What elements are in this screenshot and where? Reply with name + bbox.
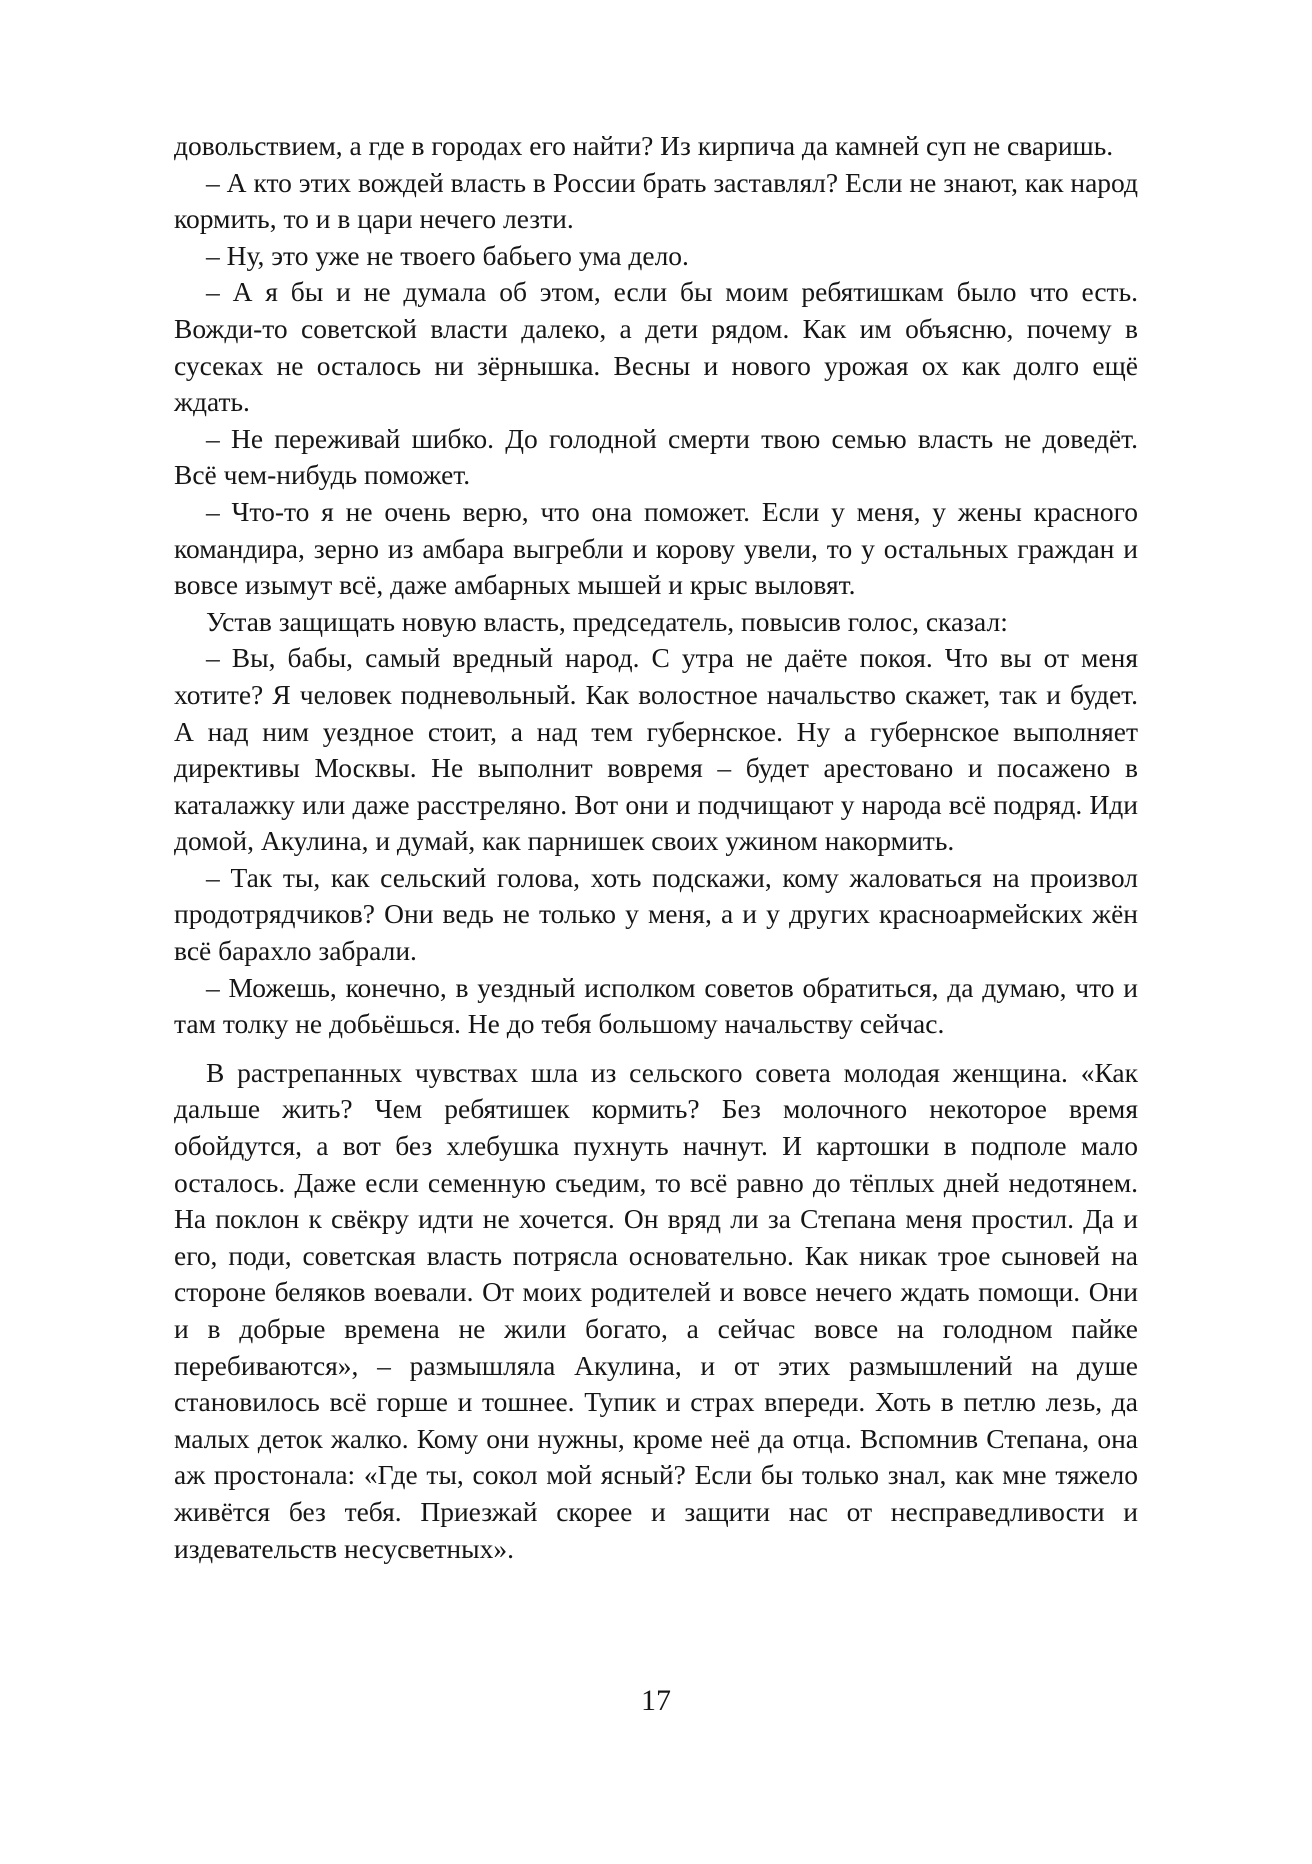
page-number: 17 <box>641 1684 671 1717</box>
paragraph-3: – Ну, это уже не твоего бабьего ума дело. <box>206 239 689 271</box>
paragraph-1: довольствием, а где в городах его найти? Из кирпича да камней суп не сваришь. <box>174 130 1114 161</box>
paragraph-7: Устав защищать новую власть, председатель, повысив голос, сказал: <box>206 605 1008 637</box>
paragraph-4: – А я бы и не думала об этом, если бы моим ребятишкам было что есть. Вожди-то советской власти далеко, а дети рядом. Как им объясню, почему в сусеках не осталось ни зёрнышка. Весны и нового урожая ох как долго ещё ждать. <box>174 276 1138 418</box>
paragraph-6: – Что-то я не очень верю, что она поможет. Если у меня, у жены красного командира, зерно из амбара выгребли и корову увели, то у остальных граждан и вовсе изымут всё, даже амбарных мышей и крыс выловят. <box>174 495 1138 601</box>
paragraph-5: – Не переживай шибко. До голодной смерти твою семью власть не доведёт. Всё чем-нибудь поможет. <box>174 422 1138 491</box>
paragraph-8: – Вы, бабы, самый вредный народ. С утра не даёте покоя. Что вы от меня хотите? Я человек подневольный. Как волостное начальство скажет, так и будет. А над ним уездное стоит, а над тем губернское. Ну а губернское выполняет директивы Москвы. Не выполнит вовремя – будет арестовано и посажено в каталажку или даже расстреляно. Вот они и подчищают у народа всё подряд. Иди домой, Акулина, и думай, как парнишек своих ужином накормить. <box>174 642 1138 857</box>
paragraph-9: – Так ты, как сельский голова, хоть подскажи, кому жаловаться на произвол продотрядчиков? Они ведь не только у меня, а и у других красноармейских жён всё барахло забрали. <box>174 861 1138 967</box>
paragraph-10: – Можешь, конечно, в уездный исполком советов обратиться, да думаю, что и там толку не добьёшься. Не до тебя большому начальству сейчас. <box>174 971 1138 1040</box>
paragraph-2: – А кто этих вождей власть в России брать заставлял? Если не знают, как народ кормить, то и в цари нечего лезти. <box>174 166 1138 235</box>
page-body-text <box>174 128 1138 1567</box>
paragraph-11: В растрепанных чувствах шла из сельского совета молодая женщина. «Как дальше жить? Чем ребятишек кормить? Без молочного некоторое время обойдутся, а вот без хлебушка пухнуть начнут. И картошки в подполе мало осталось. Даже если семенную съедим, то всё равно до тёплых дней недотянем. На поклон к свёкру идти не хочется. Он вряд ли за Степана меня простил. Да и его, поди, советская власть потрясла основательно. Как никак трое сыновей на стороне беляков воевали. От моих родителей и вовсе нечего ждать помощи. Они и в добрые времена не жили богато, а сейчас вовсе на голодном пайке перебиваются», – размышляла Акулина, и от этих размышлений на душе становилось всё горше и тошнее. Тупик и страх впереди. Хоть в петлю лезь, да малых деток жалко. Кому они нужны, кроме неё да отца. Вспомнив Степана, она аж простонала: «Где ты, сокол мой ясный? Если бы только знал, как мне тяжело живётся без тебя. Приезжай скорее и защити нас от несправедливости и издевательств несусветных». <box>174 1056 1138 1564</box>
